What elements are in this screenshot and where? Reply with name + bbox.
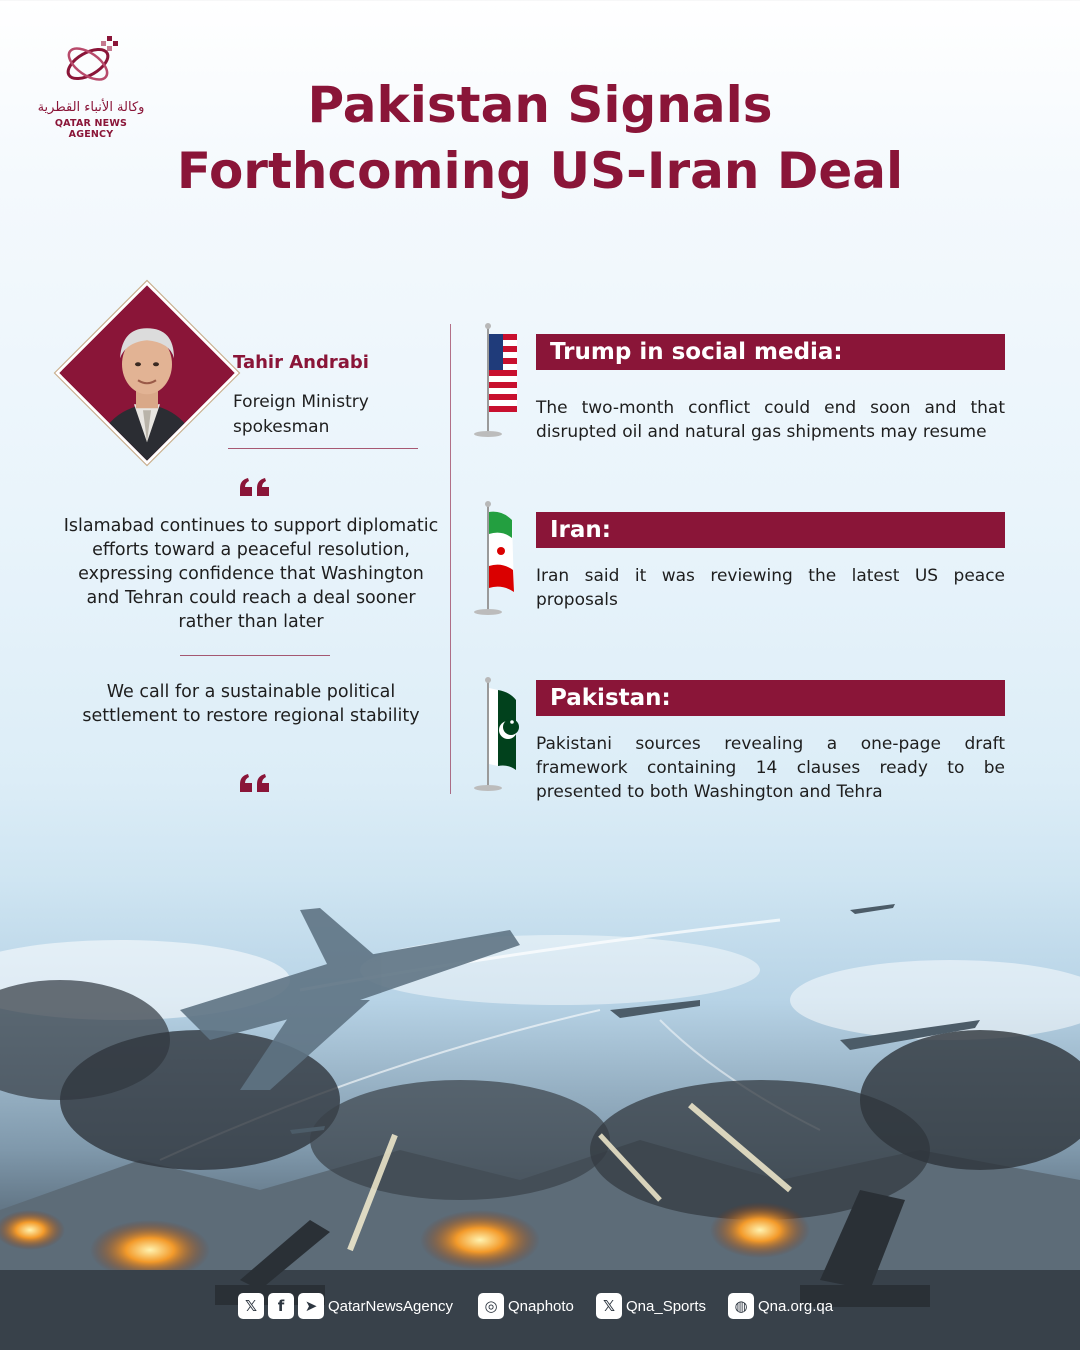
website-link[interactable]: Qna.org.qa	[758, 1297, 834, 1315]
social-media-bar	[0, 1292, 1080, 1322]
section-text-trump: The two-month conflict could end soon and that disrupted oil and natural gas shipments may resume	[536, 398, 1005, 442]
section-heading-trump: Trump in social media:	[536, 334, 1005, 370]
spokesman-role: Foreign Ministry spokesman	[233, 392, 369, 437]
social-handle-qna[interactable]: QatarNewsAgency	[328, 1297, 454, 1315]
globe-icon[interactable]: ◍	[728, 1293, 754, 1319]
x-sports-group	[596, 1292, 706, 1320]
quote-text-1: Islamabad continues to support diplomatic efforts toward a peaceful resolution, expressing confidence that Washington and Tehran could reach a deal sooner rather than later	[63, 516, 439, 632]
logo-english-text: QATAR NEWS AGENCY	[54, 118, 128, 140]
battle-scene-illustration	[0, 830, 1080, 1350]
open-quote-icon	[238, 476, 272, 498]
us-flag-icon	[472, 322, 528, 442]
telegram-icon[interactable]: ➤	[298, 1293, 324, 1319]
section-text-iran: Iran said it was reviewing the latest US peace proposals	[536, 566, 1005, 610]
page-title	[0, 72, 1080, 204]
instagram-icon[interactable]: ◎	[478, 1293, 504, 1319]
pakistan-flag-icon	[472, 676, 528, 796]
logo-arabic-text: وكالة الأنباء القطرية	[37, 100, 145, 115]
title-line-1: Pakistan Signals	[307, 76, 773, 134]
divider-line	[228, 448, 418, 449]
facebook-icon[interactable]: f	[268, 1293, 294, 1319]
instagram-group	[478, 1292, 574, 1320]
spokesman-photo-icon	[62, 292, 232, 462]
section-text-pakistan: Pakistani sources revealing a one-page draft framework containing 14 clauses ready to be presented to both Washington and Tehra	[536, 734, 1005, 802]
website-group	[728, 1292, 833, 1320]
x-icon[interactable]: 𝕏	[238, 1293, 264, 1319]
spokesman-portrait	[55, 281, 239, 465]
close-quote-icon	[238, 772, 272, 794]
social-handle-sports[interactable]: Qna_Sports	[626, 1297, 707, 1315]
quote-divider	[180, 655, 330, 656]
spokesman-name: Tahir Andrabi	[233, 352, 369, 373]
social-icons-group	[238, 1292, 453, 1320]
section-heading-iran: Iran:	[536, 512, 1005, 548]
title-line-2: Forthcoming US-Iran Deal	[176, 142, 904, 200]
social-handle-photo[interactable]: Qnaphoto	[508, 1297, 574, 1315]
iran-flag-icon	[472, 500, 528, 620]
column-divider	[450, 324, 451, 794]
x-icon[interactable]: 𝕏	[596, 1293, 622, 1319]
section-heading-pakistan: Pakistan:	[536, 680, 1005, 716]
quote-text-2: We call for a sustainable political settlement to restore regional stability	[82, 682, 420, 726]
